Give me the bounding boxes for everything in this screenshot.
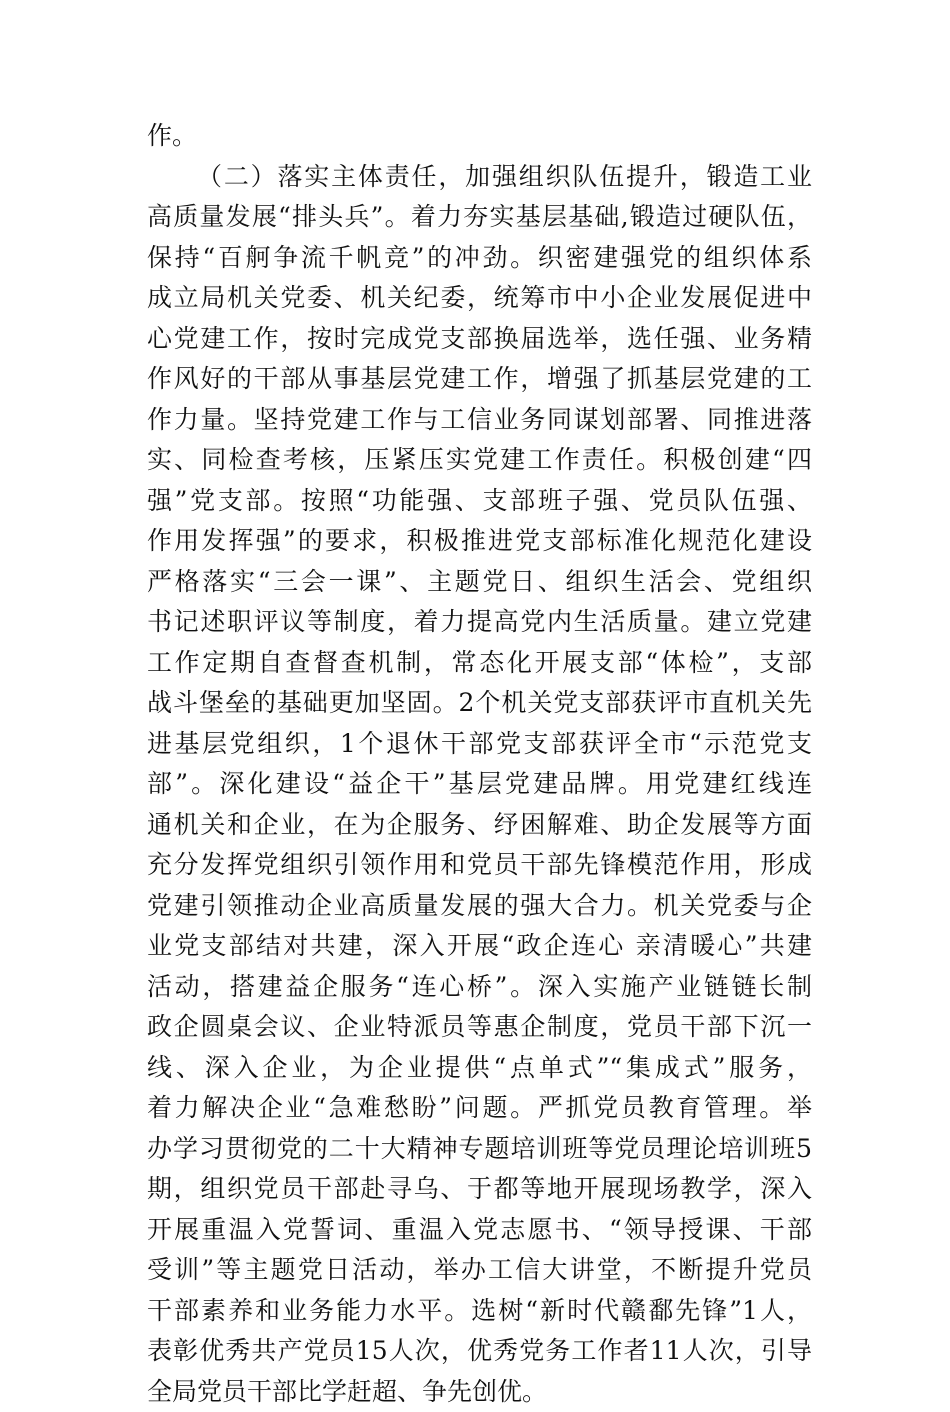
text-line: 成立局机关党委、机关纪委，统筹市中小企业发展促进中 — [147, 278, 812, 319]
text-line: 战斗堡垒的基础更加坚固。2个机关党支部获评市直机关先 — [147, 683, 812, 724]
text-line: 部”。深化建设“益企干”基层党建品牌。用党建红线连 — [147, 764, 812, 805]
text-line: 着力解决企业“急难愁盼”问题。严抓党员教育管理。举 — [147, 1088, 812, 1129]
text-line: 活动，搭建益企服务“连心桥”。深入实施产业链链长制 — [147, 967, 812, 1008]
text-line: 心党建工作，按时完成党支部换届选举，选任强、业务精 — [147, 319, 812, 360]
text-line: 书记述职评议等制度，着力提高党内生活质量。建立党建 — [147, 602, 812, 643]
text-line: 干部素养和业务能力水平。选树“新时代赣鄱先锋”1人， — [147, 1291, 812, 1332]
text-line: 进基层党组织，1个退休干部党支部获评全市“示范党支 — [147, 724, 812, 765]
body-text — [147, 116, 812, 1412]
text-line: 作用发挥强”的要求，积极推进党支部标准化规范化建设 — [147, 521, 812, 562]
text-line: 实、同检查考核，压紧压实党建工作责任。积极创建“四 — [147, 440, 812, 481]
text-line: 作。 — [147, 116, 812, 157]
text-line: 政企圆桌会议、企业特派员等惠企制度，党员干部下沉一 — [147, 1007, 812, 1048]
text-line: 高质量发展“排头兵”。着力夯实基层基础,锻造过硬队伍， — [147, 197, 812, 238]
text-line: 表彰优秀共产党员15人次，优秀党务工作者11人次，引导 — [147, 1331, 812, 1372]
text-line: 业党支部结对共建，深入开展“政企连心 亲清暖心”共建 — [147, 926, 812, 967]
text-line: 期，组织党员干部赴寻乌、于都等地开展现场教学，深入 — [147, 1169, 812, 1210]
text-line: 充分发挥党组织引领作用和党员干部先锋模范作用，形成 — [147, 845, 812, 886]
text-line: 办学习贯彻党的二十大精神专题培训班等党员理论培训班5 — [147, 1129, 812, 1170]
text-line: 通机关和企业，在为企服务、纾困解难、助企发展等方面 — [147, 805, 812, 846]
text-line: 作力量。坚持党建工作与工信业务同谋划部署、同推进落 — [147, 400, 812, 441]
text-line: 严格落实“三会一课”、主题党日、组织生活会、党组织 — [147, 562, 812, 603]
text-line: 党建引领推动企业高质量发展的强大合力。机关党委与企 — [147, 886, 812, 927]
text-line: 作风好的干部从事基层党建工作，增强了抓基层党建的工 — [147, 359, 812, 400]
text-line: 保持“百舸争流千帆竞”的冲劲。织密建强党的组织体系 — [147, 238, 812, 279]
text-line: 线、深入企业，为企业提供“点单式”“集成式”服务， — [147, 1048, 812, 1089]
text-line: 工作定期自查督查机制，常态化开展支部“体检”，支部 — [147, 643, 812, 684]
section-heading-line: （二）落实主体责任，加强组织队伍提升，锻造工业 — [147, 157, 812, 198]
text-line: 全局党员干部比学赶超、争先创优。 — [147, 1372, 812, 1412]
text-line: 受训”等主题党日活动，举办工信大讲堂，不断提升党员 — [147, 1250, 812, 1291]
text-line: 开展重温入党誓词、重温入党志愿书、“领导授课、干部 — [147, 1210, 812, 1251]
text-line: 强”党支部。按照“功能强、支部班子强、党员队伍强、 — [147, 481, 812, 522]
